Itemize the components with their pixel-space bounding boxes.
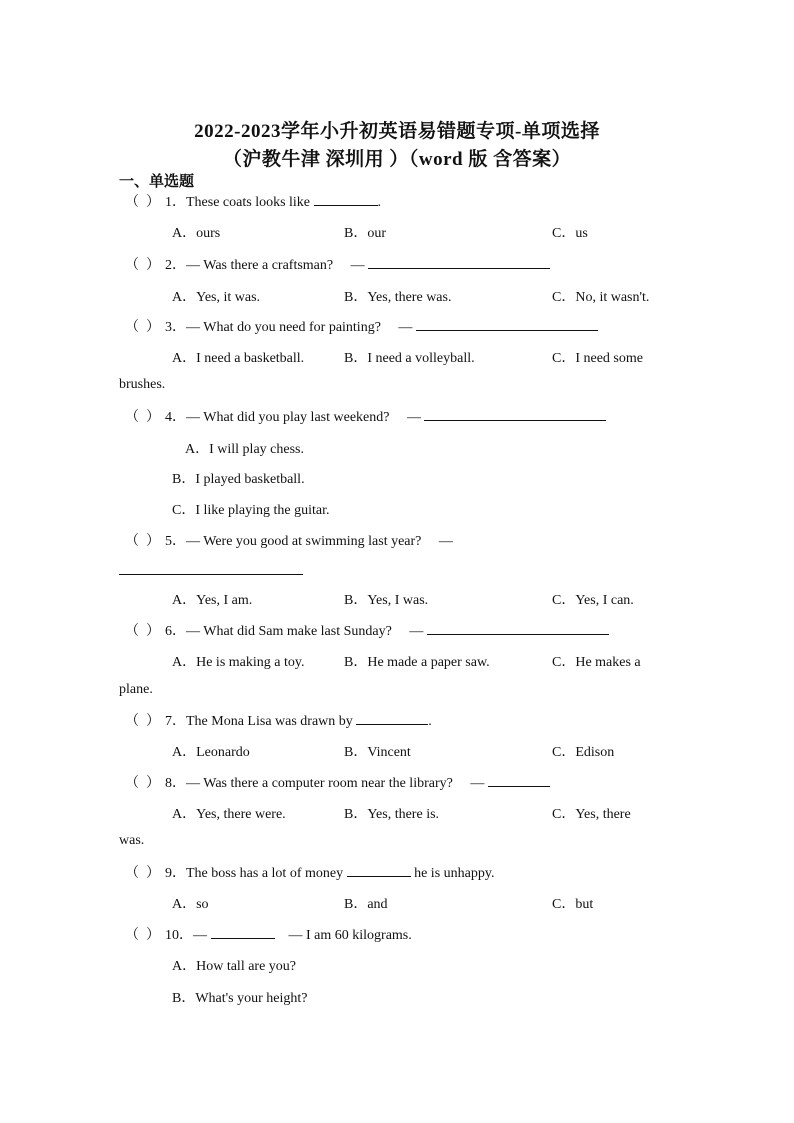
answer-paren[interactable]: （ ） (125, 320, 160, 335)
option-c[interactable]: C．Edison (552, 745, 615, 760)
question-stem: — Were you good at swimming last year? — (186, 534, 453, 549)
question-9 (125, 862, 494, 882)
question-stem: — Was there a craftsman? — (186, 258, 365, 273)
question-5 (125, 530, 453, 550)
option-b[interactable]: B．Yes, there is. (344, 807, 440, 822)
option-a[interactable]: A．ours (172, 226, 221, 241)
answer-paren[interactable]: （ ） (125, 714, 160, 729)
page-title: 2022-2023学年小升初英语易错题专项-单项选择 (194, 121, 600, 142)
answer-paren[interactable]: （ ） (125, 410, 160, 425)
option-b[interactable]: B．Yes, I was. (344, 593, 429, 608)
option-b[interactable]: B．our (344, 226, 386, 241)
section-heading: 一、单选题 (119, 174, 195, 190)
option-b[interactable]: B．What's your height? (172, 991, 308, 1006)
question-stem-end: . (377, 195, 382, 210)
question-stem: The Mona Lisa was drawn by (186, 714, 353, 729)
question-stem: — (193, 928, 207, 943)
option-c-wrap: brushes. (119, 377, 166, 392)
answer-blank[interactable] (356, 712, 428, 725)
option-c[interactable]: C．Yes, I can. (552, 593, 634, 608)
answer-blank[interactable] (488, 774, 550, 787)
question-2 (125, 254, 550, 274)
page-subtitle: （沪教牛津 深圳用 ）（word 版 含答案） (222, 149, 572, 170)
question-number: 1． (165, 195, 186, 210)
option-a[interactable]: A．Yes, it was. (172, 290, 261, 305)
option-b[interactable]: B．Vincent (344, 745, 411, 760)
question-stem-end: he is unhappy. (414, 866, 495, 881)
question-number: 4． (165, 410, 186, 425)
answer-blank[interactable] (424, 408, 606, 421)
question-number: 9． (165, 866, 186, 881)
option-c[interactable]: C．but (552, 897, 594, 912)
option-c[interactable]: C．He makes a (552, 655, 641, 670)
option-a[interactable]: A．Yes, I am. (172, 593, 253, 608)
option-b[interactable]: B．and (344, 897, 388, 912)
answer-blank[interactable] (211, 926, 275, 939)
question-number: 3． (165, 320, 186, 335)
answer-paren[interactable]: （ ） (125, 258, 160, 273)
question-3 (125, 316, 598, 336)
option-b[interactable]: B．I played basketball. (172, 472, 305, 487)
question-stem: — What did Sam make last Sunday? — (186, 624, 424, 639)
question-4 (125, 406, 606, 426)
option-c[interactable]: C．I need some (552, 351, 643, 366)
answer-blank[interactable] (368, 256, 550, 269)
option-a[interactable]: A．I will play chess. (185, 442, 304, 457)
question-number: 2． (165, 258, 186, 273)
question-stem-end: — I am 60 kilograms. (274, 928, 412, 943)
answer-paren[interactable]: （ ） (125, 195, 160, 210)
question-stem: — What did you play last weekend? — (186, 410, 421, 425)
answer-blank[interactable] (347, 864, 411, 877)
answer-blank[interactable] (314, 193, 378, 206)
option-c[interactable]: C．I like playing the guitar. (172, 503, 330, 518)
option-a[interactable]: A．Yes, there were. (172, 807, 286, 822)
question-number: 5． (165, 534, 186, 549)
question-stem: — Was there a computer room near the library? — (186, 776, 485, 791)
option-a[interactable]: A．How tall are you? (172, 959, 297, 974)
option-a[interactable]: A．I need a basketball. (172, 351, 305, 366)
option-c[interactable]: C．No, it wasn't. (552, 290, 650, 305)
option-a[interactable]: A．He is making a toy. (172, 655, 305, 670)
option-b[interactable]: B．He made a paper saw. (344, 655, 490, 670)
question-1 (125, 191, 381, 211)
question-7 (125, 710, 432, 730)
option-a[interactable]: A．so (172, 897, 209, 912)
option-b[interactable]: B．I need a volleyball. (344, 351, 475, 366)
question-number: 8． (165, 776, 186, 791)
question-number: 10． (165, 928, 193, 943)
answer-blank[interactable] (427, 622, 609, 635)
question-6 (125, 620, 609, 640)
option-c[interactable]: C．Yes, there (552, 807, 631, 822)
answer-paren[interactable]: （ ） (125, 624, 160, 639)
question-stem: — What do you need for painting? — (186, 320, 413, 335)
answer-paren[interactable]: （ ） (125, 928, 160, 943)
answer-paren[interactable]: （ ） (125, 534, 160, 549)
option-a[interactable]: A．Leonardo (172, 745, 250, 760)
question-number: 7． (165, 714, 186, 729)
question-10 (125, 924, 412, 944)
answer-blank[interactable] (416, 318, 598, 331)
question-stem: The boss has a lot of money (186, 866, 344, 881)
question-stem-end: . (428, 714, 432, 729)
option-c-wrap: was. (119, 833, 145, 848)
answer-paren[interactable]: （ ） (125, 866, 160, 881)
question-8 (125, 772, 550, 792)
option-b[interactable]: B．Yes, there was. (344, 290, 452, 305)
option-c-wrap: plane. (119, 682, 153, 697)
question-stem: These coats looks like (186, 195, 311, 210)
question-number: 6． (165, 624, 186, 639)
answer-blank-line[interactable] (119, 562, 303, 580)
answer-paren[interactable]: （ ） (125, 776, 160, 791)
answer-blank[interactable] (119, 562, 303, 575)
option-c[interactable]: C．us (552, 226, 588, 241)
